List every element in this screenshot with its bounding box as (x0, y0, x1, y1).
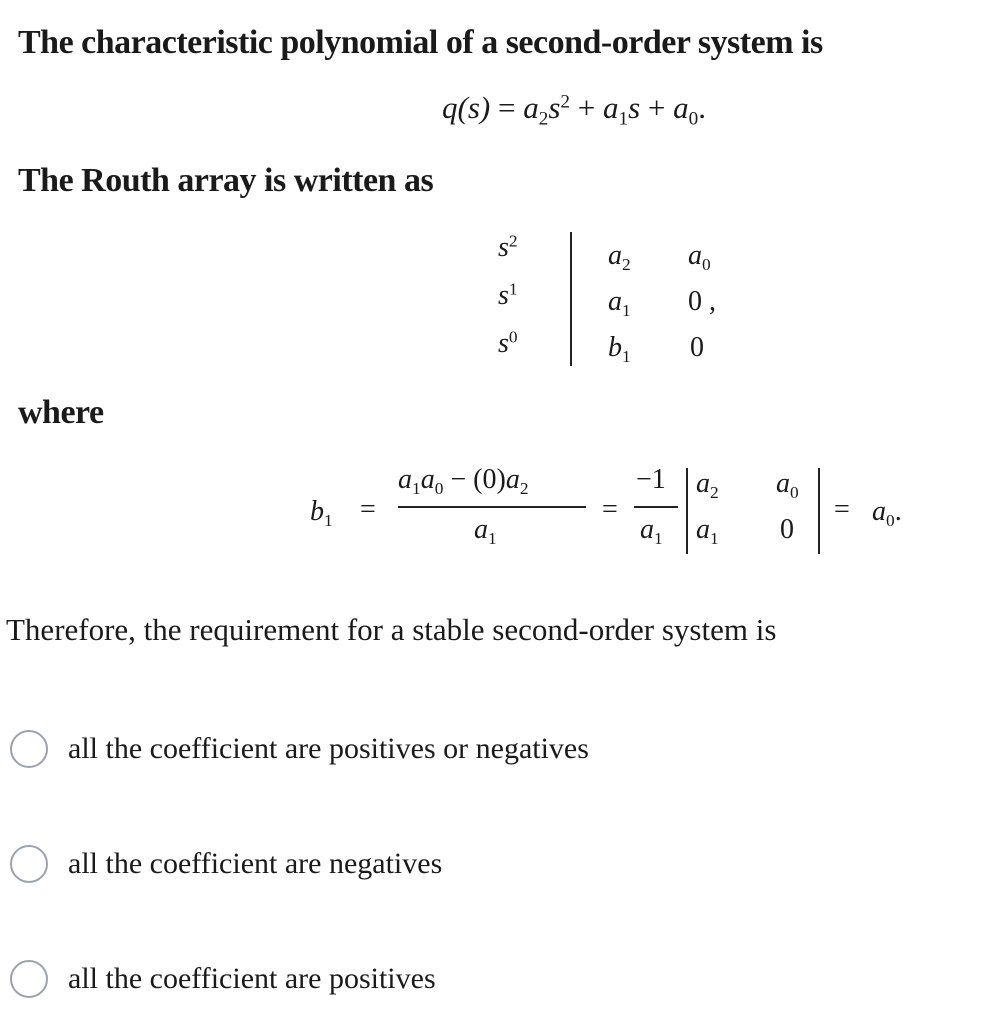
poly-plus1: + (577, 90, 596, 125)
frac1-bar (398, 506, 586, 508)
frac2-denominator: $a_1$ (640, 514, 663, 549)
det-r1c1: $a_2$ (696, 468, 719, 503)
b1-lhs: $b_1$ (310, 496, 333, 531)
frac1-numerator: $a_1a_0 - (0)a_2$ (398, 464, 529, 499)
det-left-bar (686, 468, 688, 554)
polynomial-equation (442, 90, 707, 130)
poly-end: . (698, 90, 707, 125)
question-text: Therefore, the requirement for a stable second-order system is (6, 612, 777, 647)
poly-term-s2: $s^2$ (548, 90, 570, 125)
routh-array (480, 228, 760, 373)
b1-formula (310, 462, 970, 562)
option-3-label[interactable]: all the coefficient are positives (68, 962, 436, 995)
routh-cell-r2c1: $a_1$ (608, 286, 631, 321)
routh-row-label-s2: $s^2$ (498, 231, 518, 263)
routh-row-label-s1: $s^1$ (498, 279, 518, 311)
option-3[interactable] (10, 960, 436, 998)
option-1-label[interactable]: all the coefficient are positives or negatives (68, 732, 589, 765)
routh-intro-text: The Routh array is written as (18, 162, 434, 199)
det-r2c1: $a_1$ (696, 514, 719, 549)
poly-term-a0: $a_0$ (673, 90, 699, 130)
det-r2c2: 0 (780, 514, 794, 545)
routh-cell-r1c1: $a_2$ (608, 240, 631, 275)
poly-plus2: + (647, 90, 666, 125)
option-2-radio[interactable] (10, 845, 48, 883)
b1-eq1: = (360, 494, 376, 525)
poly-term-s: s (628, 90, 641, 125)
b1-rhs: $a_0$. (872, 496, 902, 531)
option-1-radio[interactable] (10, 730, 48, 768)
b1-eq2: = (602, 494, 618, 525)
option-2[interactable] (10, 845, 442, 883)
routh-cell-r3c1: $b_1$ (608, 332, 631, 367)
intro-text: The characteristic polynomial of a second-order system is (18, 24, 823, 61)
det-right-bar (818, 468, 820, 554)
where-text: where (18, 394, 104, 431)
b1-eq3: = (834, 494, 850, 525)
poly-eq: = (497, 90, 516, 125)
frac1-denominator: $a_1$ (474, 514, 497, 549)
option-2-label[interactable]: all the coefficient are negatives (68, 847, 443, 880)
routh-cell-r3c2: 0 (690, 332, 704, 363)
poly-lhs: q(s) (442, 90, 491, 125)
frac2-bar (634, 506, 678, 508)
frac2-numerator: −1 (636, 464, 666, 495)
routh-cell-r1c2: $a_0$ (688, 240, 711, 275)
poly-term-a1: $a_1$ (602, 90, 629, 130)
poly-term-a2: $a_2$ (523, 90, 549, 130)
option-1[interactable] (10, 730, 589, 768)
routh-divider (570, 232, 572, 366)
option-3-radio[interactable] (10, 960, 48, 998)
routh-cell-r2c2: 0 , (688, 286, 716, 317)
routh-row-label-s0: $s^0$ (498, 327, 518, 359)
det-r1c2: $a_0$ (776, 468, 799, 503)
